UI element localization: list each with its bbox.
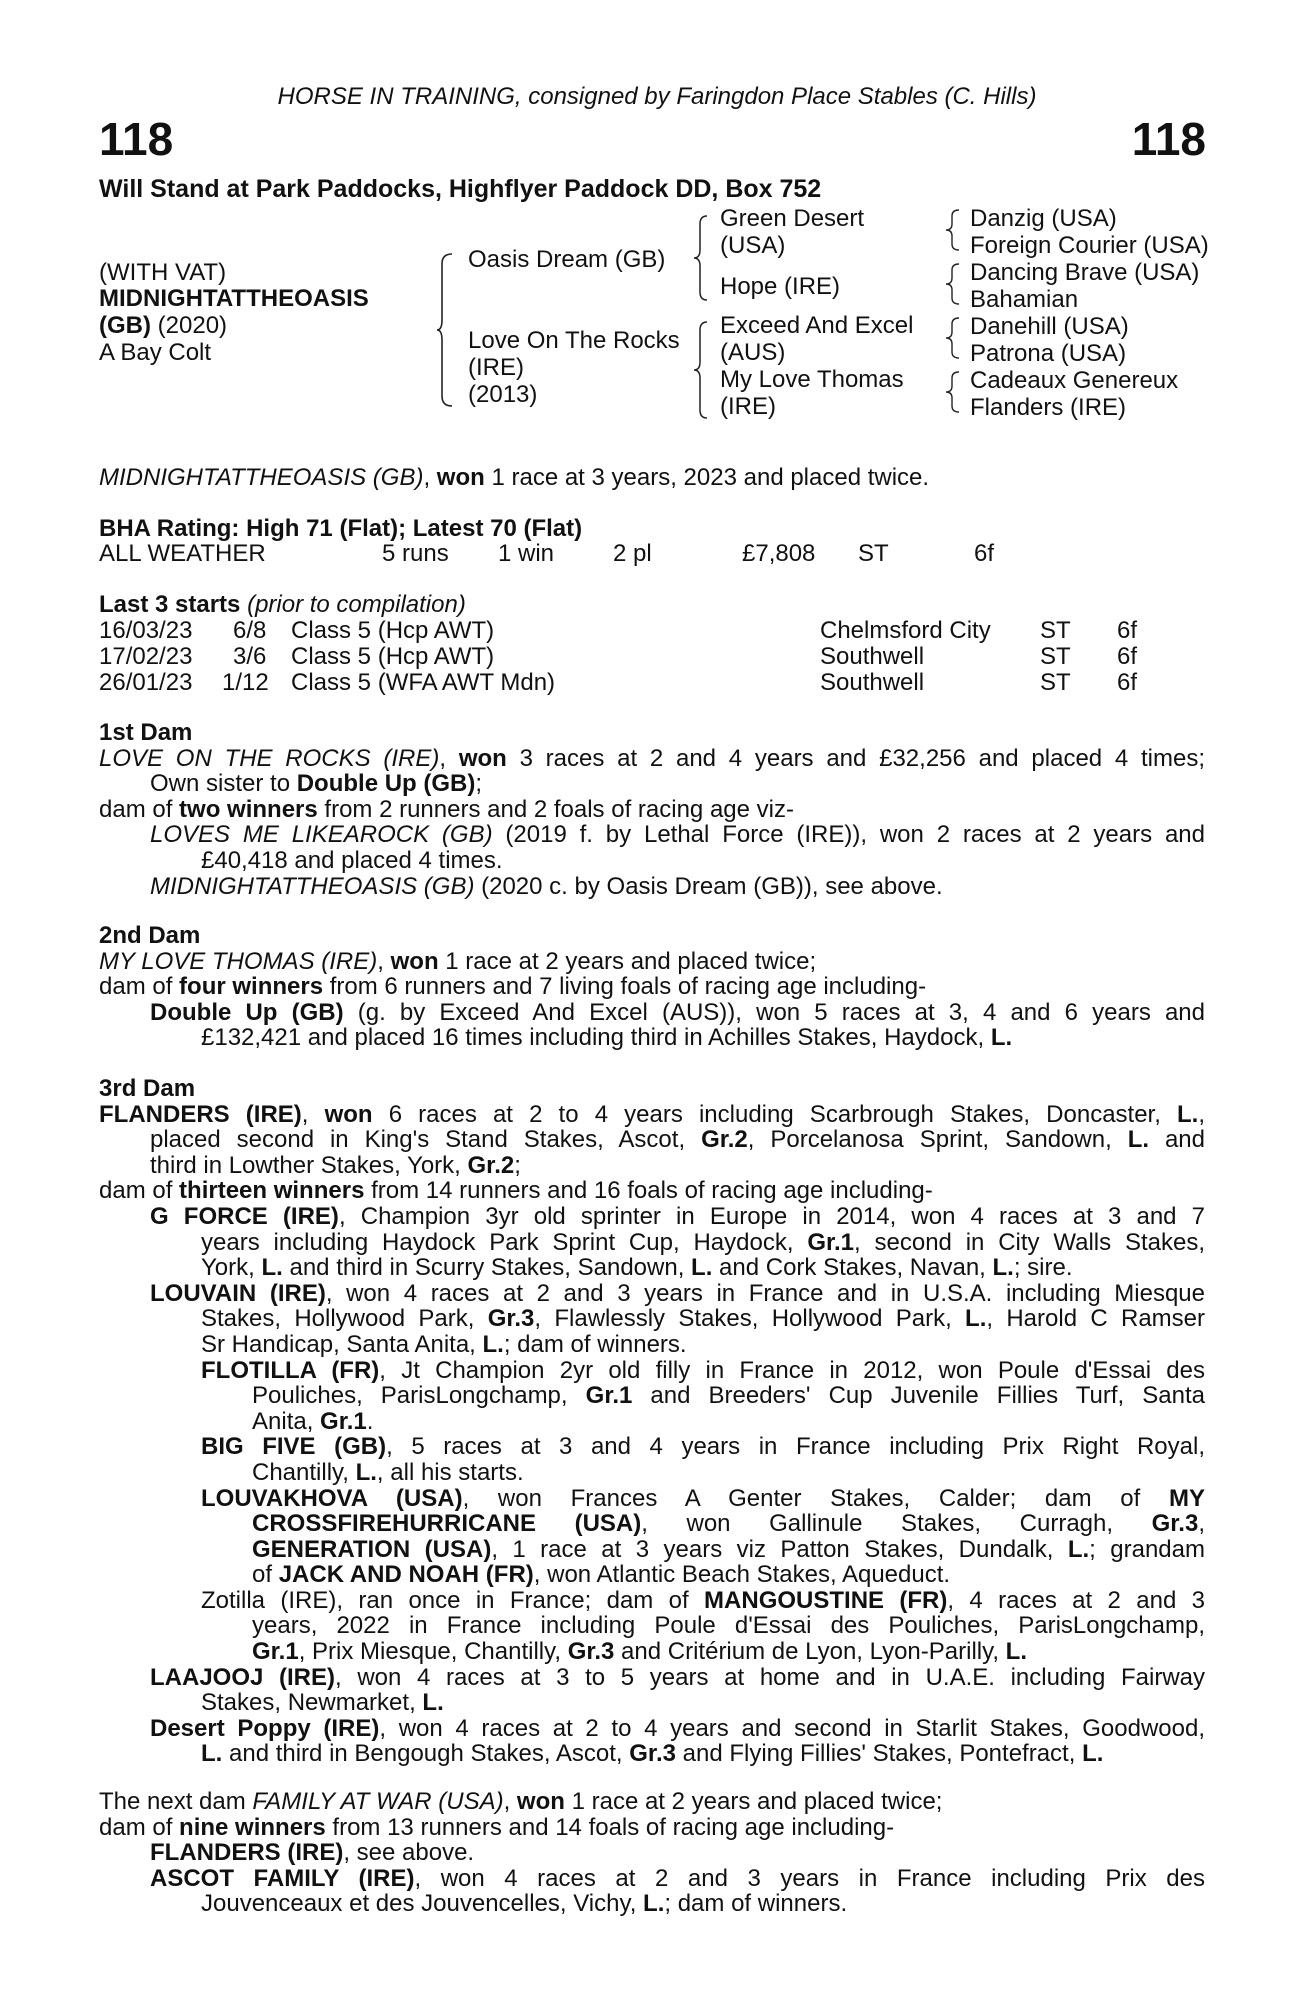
first-dam-heading: 1st Dam <box>99 719 193 746</box>
next-dam-section <box>99 1789 1205 1917</box>
pedigree-brace-sire <box>693 212 709 304</box>
progeny-line: LOUVAKHOVA (USA), won Frances A Genter Stakes, Calder; dam of MY <box>201 1484 1206 1512</box>
second-dam-line: MY LOVE THOMAS (IRE), won 1 race at 2 years and placed twice; <box>99 947 817 975</box>
lot-number-left: 118 <box>99 113 174 165</box>
pedigree-dam-3: (2013) <box>468 381 538 408</box>
start-position: 6/8 <box>233 617 267 644</box>
start-distance: 6f <box>1117 617 1138 644</box>
third-dam-line: FLANDERS (IRE), won 6 races at 2 to 4 years including Scarbrough Stakes, Doncaster, L., <box>99 1100 1206 1128</box>
rating-runs: 5 runs <box>382 540 449 567</box>
progeny-line: BIG FIVE (GB), 5 races at 3 and 4 years in France including Prix Right Royal, <box>201 1433 1205 1461</box>
progeny-line: LAAJOOJ (IRE), won 4 races at 3 to 5 years at home and in U.A.E. including Fairway <box>150 1663 1205 1691</box>
progeny-line: CROSSFIREHURRICANE (USA), won Gallinule Stakes, Curragh, Gr.3, <box>252 1510 1205 1538</box>
rating-earnings: £7,808 <box>742 540 816 567</box>
next-dam-line: ASCOT FAMILY (IRE), won 4 races at 2 and 3 years in France including Prix des <box>150 1864 1205 1892</box>
progeny-line: Desert Poppy (IRE), won 4 races at 2 to 4 years and second in Starlit Stakes, Goodwood, <box>150 1714 1205 1742</box>
first-dam-line: MIDNIGHTATTHEOASIS (GB) (2020 c. by Oasis Dream (GB)), see above. <box>150 872 943 900</box>
first-dam-line: LOVE ON THE ROCKS (IRE), won 3 races at 2 and 4 years and £32,256 and placed 4 times; <box>99 744 1205 772</box>
horse-country: (GB) <box>99 312 151 339</box>
pedigree-gp-8: Flanders (IRE) <box>970 394 1127 421</box>
progeny-line: FLOTILLA (FR), Jt Champion 2yr old filly in France in 2012, won Poule d'Essai des <box>201 1356 1205 1384</box>
progeny-line: of JACK AND NOAH (FR), won Atlantic Beach Stakes, Aqueduct. <box>252 1561 951 1589</box>
horse-name: MIDNIGHTATTHEOASIS <box>99 285 369 312</box>
progeny-line: Stakes, Hollywood Park, Gr.3, Flawlessly Stakes, Hollywood Park, L., Harold C Ramser <box>201 1305 1205 1333</box>
progeny-line: years, 2022 in France including Poule d'Essai des Pouliches, ParisLongchamp, <box>252 1612 1205 1640</box>
race-summary <box>99 465 929 491</box>
summary-comma: , <box>423 464 437 491</box>
pedigree-sire-dam: Hope (IRE) <box>720 273 841 300</box>
rating-wins: 1 win <box>498 540 555 567</box>
start-position: 1/12 <box>222 669 269 696</box>
progeny-line: Pouliches, ParisLongchamp, Gr.1 and Breeders' Cup Juvenile Fillies Turf, Santa <box>252 1382 1205 1410</box>
summary-rest: 1 race at 3 years, 2023 and placed twice. <box>484 464 930 491</box>
next-dam-line: FLANDERS (IRE), see above. <box>150 1839 475 1867</box>
starts-heading-label: Last 3 starts <box>99 591 241 618</box>
first-dam-section <box>99 720 1205 899</box>
pedigree-brace-dam <box>693 318 709 422</box>
start-going: ST <box>1040 617 1071 644</box>
rating-distance: 6f <box>974 540 995 567</box>
progeny-line: Anita, Gr.1. <box>252 1407 374 1435</box>
third-dam-heading: 3rd Dam <box>99 1075 196 1102</box>
first-dam-line: Own sister to Double Up (GB); <box>150 770 483 798</box>
pedigree-sire-sire-2: (USA) <box>720 232 786 259</box>
pedigree-sire-sire-1: Green Desert <box>720 205 865 232</box>
progeny-line: Zotilla (IRE), ran once in France; dam of MANGOUSTINE (FR), 4 races at 2 and 3 <box>201 1586 1206 1614</box>
progeny-line: Stakes, Newmarket, L. <box>201 1689 444 1717</box>
rating-heading: BHA Rating: High 71 (Flat); Latest 70 (Flat) <box>99 515 583 542</box>
pedigree-dam-dam-2: (IRE) <box>720 393 776 420</box>
pedigree-dam-sire-2: (AUS) <box>720 339 786 366</box>
second-dam-section <box>99 923 1205 1051</box>
start-going: ST <box>1040 643 1071 670</box>
rating-placed: 2 pl <box>613 540 652 567</box>
progeny-line: Sr Handicap, Santa Anita, L.; dam of winners. <box>201 1330 687 1358</box>
pedigree-dam-1: Love On The Rocks <box>468 327 680 354</box>
first-dam-line: £40,418 and placed 4 times. <box>201 846 503 874</box>
start-going: ST <box>1040 669 1071 696</box>
vat-note: (WITH VAT) <box>99 259 227 286</box>
third-dam-line: placed second in King's Stand Stakes, Ascot, Gr.2, Porcelanosa Sprint, Sandown, L. and <box>150 1126 1205 1154</box>
starts-heading-note: (prior to compilation) <box>240 591 466 618</box>
start-date: 16/03/23 <box>99 617 193 644</box>
start-date: 17/02/23 <box>99 643 193 670</box>
next-dam-line: Jouvenceaux et des Jouvencelles, Vichy, L.; dam of winners. <box>201 1890 848 1918</box>
start-distance: 6f <box>1117 643 1138 670</box>
pedigree-brace-main <box>436 250 456 410</box>
start-race: Class 5 (WFA AWT Mdn) <box>291 669 556 696</box>
start-race: Class 5 (Hcp AWT) <box>291 617 495 644</box>
first-dam-line: dam of two winners from 2 runners and 2 foals of racing age viz- <box>99 795 794 823</box>
pedigree-gp-3: Dancing Brave (USA) <box>970 259 1200 286</box>
start-course: Southwell <box>820 669 925 696</box>
progeny-line: Gr.1, Prix Miesque, Chantilly, Gr.3 and Critérium de Lyon, Lyon-Parilly, L. <box>252 1638 1027 1666</box>
first-dam-line: LOVES ME LIKEAROCK (GB) (2019 f. by Lethal Force (IRE)), won 2 races at 2 years and <box>150 821 1205 849</box>
pedigree-dam-dam-1: My Love Thomas <box>720 366 904 393</box>
lot-number-right: 118 <box>1131 113 1206 165</box>
pedigree-gp-2: Foreign Courier (USA) <box>970 232 1209 259</box>
second-dam-line: dam of four winners from 6 runners and 7 living foals of racing age including- <box>99 973 927 1001</box>
progeny-line: years including Haydock Park Sprint Cup, Haydock, Gr.1, second in City Walls Stakes, <box>201 1228 1205 1256</box>
horse-country-year <box>99 312 227 339</box>
progeny-line: G FORCE (IRE), Champion 3yr old sprinter in Europe in 2014, won 4 races at 3 and 7 <box>150 1202 1206 1230</box>
horse-description: A Bay Colt <box>99 339 212 366</box>
rating-going: ST <box>858 540 889 567</box>
start-course: Southwell <box>820 643 925 670</box>
third-dam-line: third in Lowther Stakes, York, Gr.2; <box>150 1151 521 1179</box>
summary-won: won <box>436 464 485 491</box>
next-dam-line: dam of nine winners from 13 runners and 14 foals of racing age including- <box>99 1813 895 1841</box>
start-distance: 6f <box>1117 669 1138 696</box>
progeny-line: L. and third in Bengough Stakes, Ascot, Gr.3 and Flying Fillies' Stakes, Pontefract, L. <box>201 1740 1104 1768</box>
start-race: Class 5 (Hcp AWT) <box>291 643 495 670</box>
progeny-line: GENERATION (USA), 1 race at 3 years viz Patton Stakes, Dundalk, L.; grandam <box>252 1535 1205 1563</box>
pedigree-dam-2: (IRE) <box>468 354 524 381</box>
summary-horse: MIDNIGHTATTHEOASIS (GB) <box>99 464 424 491</box>
pedigree-gp-5: Danehill (USA) <box>970 313 1129 340</box>
pedigree-sire: Oasis Dream (GB) <box>468 246 666 273</box>
start-date: 26/01/23 <box>99 669 193 696</box>
third-dam-section <box>99 1076 1205 1767</box>
pedigree-gp-7: Cadeaux Genereux <box>970 367 1179 394</box>
progeny-line: LOUVAIN (IRE), won 4 races at 2 and 3 years in France and in U.S.A. including Miesque <box>150 1279 1205 1307</box>
start-course: Chelmsford City <box>820 617 991 644</box>
pedigree-gp-4: Bahamian <box>970 286 1079 313</box>
second-dam-heading: 2nd Dam <box>99 922 201 949</box>
pedigree-gp-1: Danzig (USA) <box>970 205 1117 232</box>
start-position: 3/6 <box>233 643 267 670</box>
stand-location: Will Stand at Park Paddocks, Highflyer Paddock DD, Box 752 <box>99 175 822 203</box>
progeny-line: Chantilly, L., all his starts. <box>252 1458 524 1486</box>
consignment-line: HORSE IN TRAINING, consigned by Faringdon Place Stables (C. Hills) <box>277 83 1037 110</box>
pedigree-brace-grandparents <box>944 206 962 426</box>
rating-surface: ALL WEATHER <box>99 540 266 567</box>
second-dam-line: Double Up (GB) (g. by Exceed And Excel (AUS)), won 5 races at 3, 4 and 6 years and <box>150 998 1206 1026</box>
starts-heading <box>99 592 466 618</box>
second-dam-line: £132,421 and placed 16 times including third in Achilles Stakes, Haydock, L. <box>201 1024 1013 1052</box>
pedigree-gp-6: Patrona (USA) <box>970 340 1127 367</box>
third-dam-line: dam of thirteen winners from 14 runners and 16 foals of racing age including- <box>99 1177 933 1205</box>
progeny-line: York, L. and third in Scurry Stakes, Sandown, L. and Cork Stakes, Navan, L.; sire. <box>201 1254 1073 1282</box>
horse-year: (2020) <box>150 312 228 339</box>
pedigree-dam-sire-1: Exceed And Excel <box>720 312 914 339</box>
next-dam-line: The next dam FAMILY AT WAR (USA), won 1 race at 2 years and placed twice; <box>99 1788 943 1815</box>
